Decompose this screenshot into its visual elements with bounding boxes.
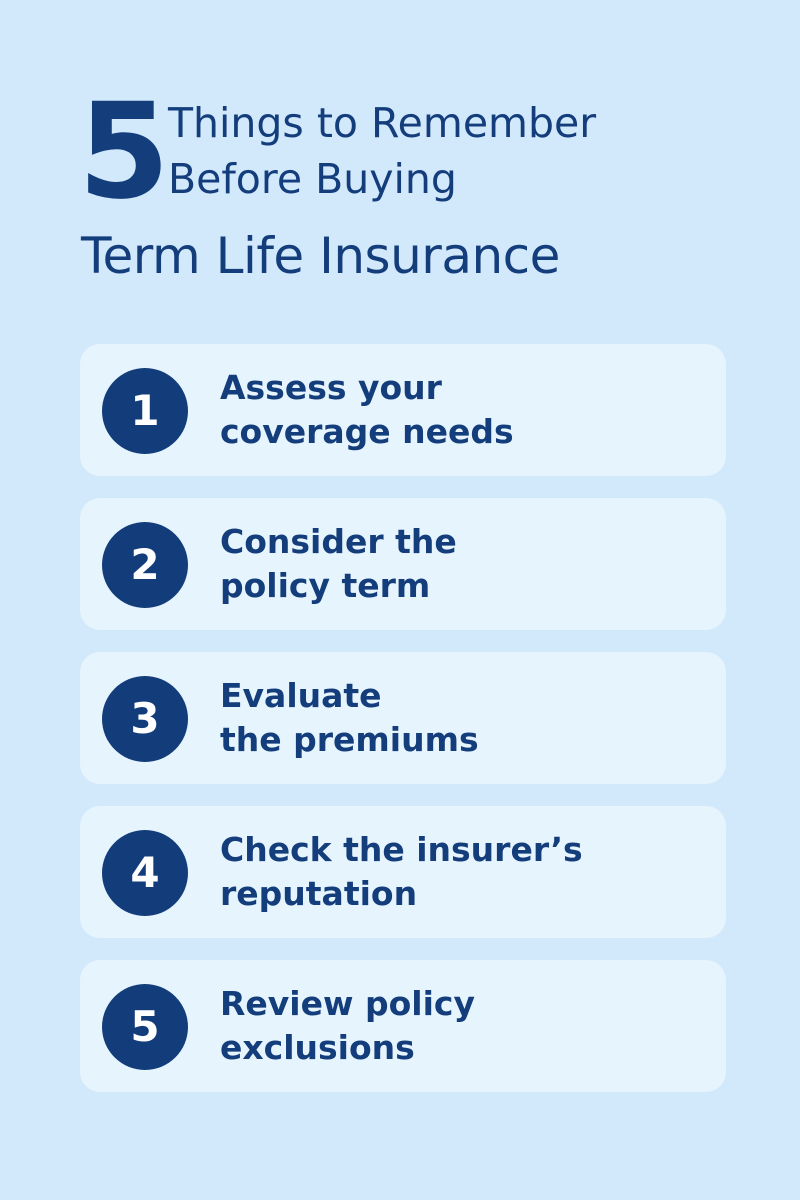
tip-number-badge: 5 [102,984,188,1070]
tip-text-line-1: Check the insurer’s [220,830,583,869]
header-title-line-2: Before Buying [168,155,457,203]
tip-number-badge: 3 [102,676,188,762]
tip-text-line-1: Consider the [220,522,457,561]
tip-text-line-1: Evaluate [220,676,382,715]
tip-number-badge: 1 [102,368,188,454]
tip-text-line-2: exclusions [220,1028,415,1067]
header [78,75,738,302]
tip-text-line-1: Review policy [220,984,475,1023]
header-title-line-1: Things to Remember [168,99,597,147]
tips-list [80,344,726,1114]
tip-text-line-2: the premiums [220,720,479,759]
tip-text [220,366,710,454]
tip-card-3 [80,652,726,784]
tip-text-line-2: coverage needs [220,412,514,451]
tip-number-badge: 2 [102,522,188,608]
tip-card-5 [80,960,726,1092]
tip-text [220,520,710,608]
tip-text-line-2: reputation [220,874,418,913]
tip-text [220,674,710,762]
tip-text [220,982,710,1070]
header-title-line-3: Term Life Insurance [81,227,560,285]
header-big-number: 5 [78,75,166,229]
tip-card-1 [80,344,726,476]
tip-number-badge: 4 [102,830,188,916]
tip-card-4 [80,806,726,938]
tip-text-line-1: Assess your [220,368,442,407]
tip-text-line-2: policy term [220,566,431,605]
tip-text [220,828,710,916]
tip-card-2 [80,498,726,630]
